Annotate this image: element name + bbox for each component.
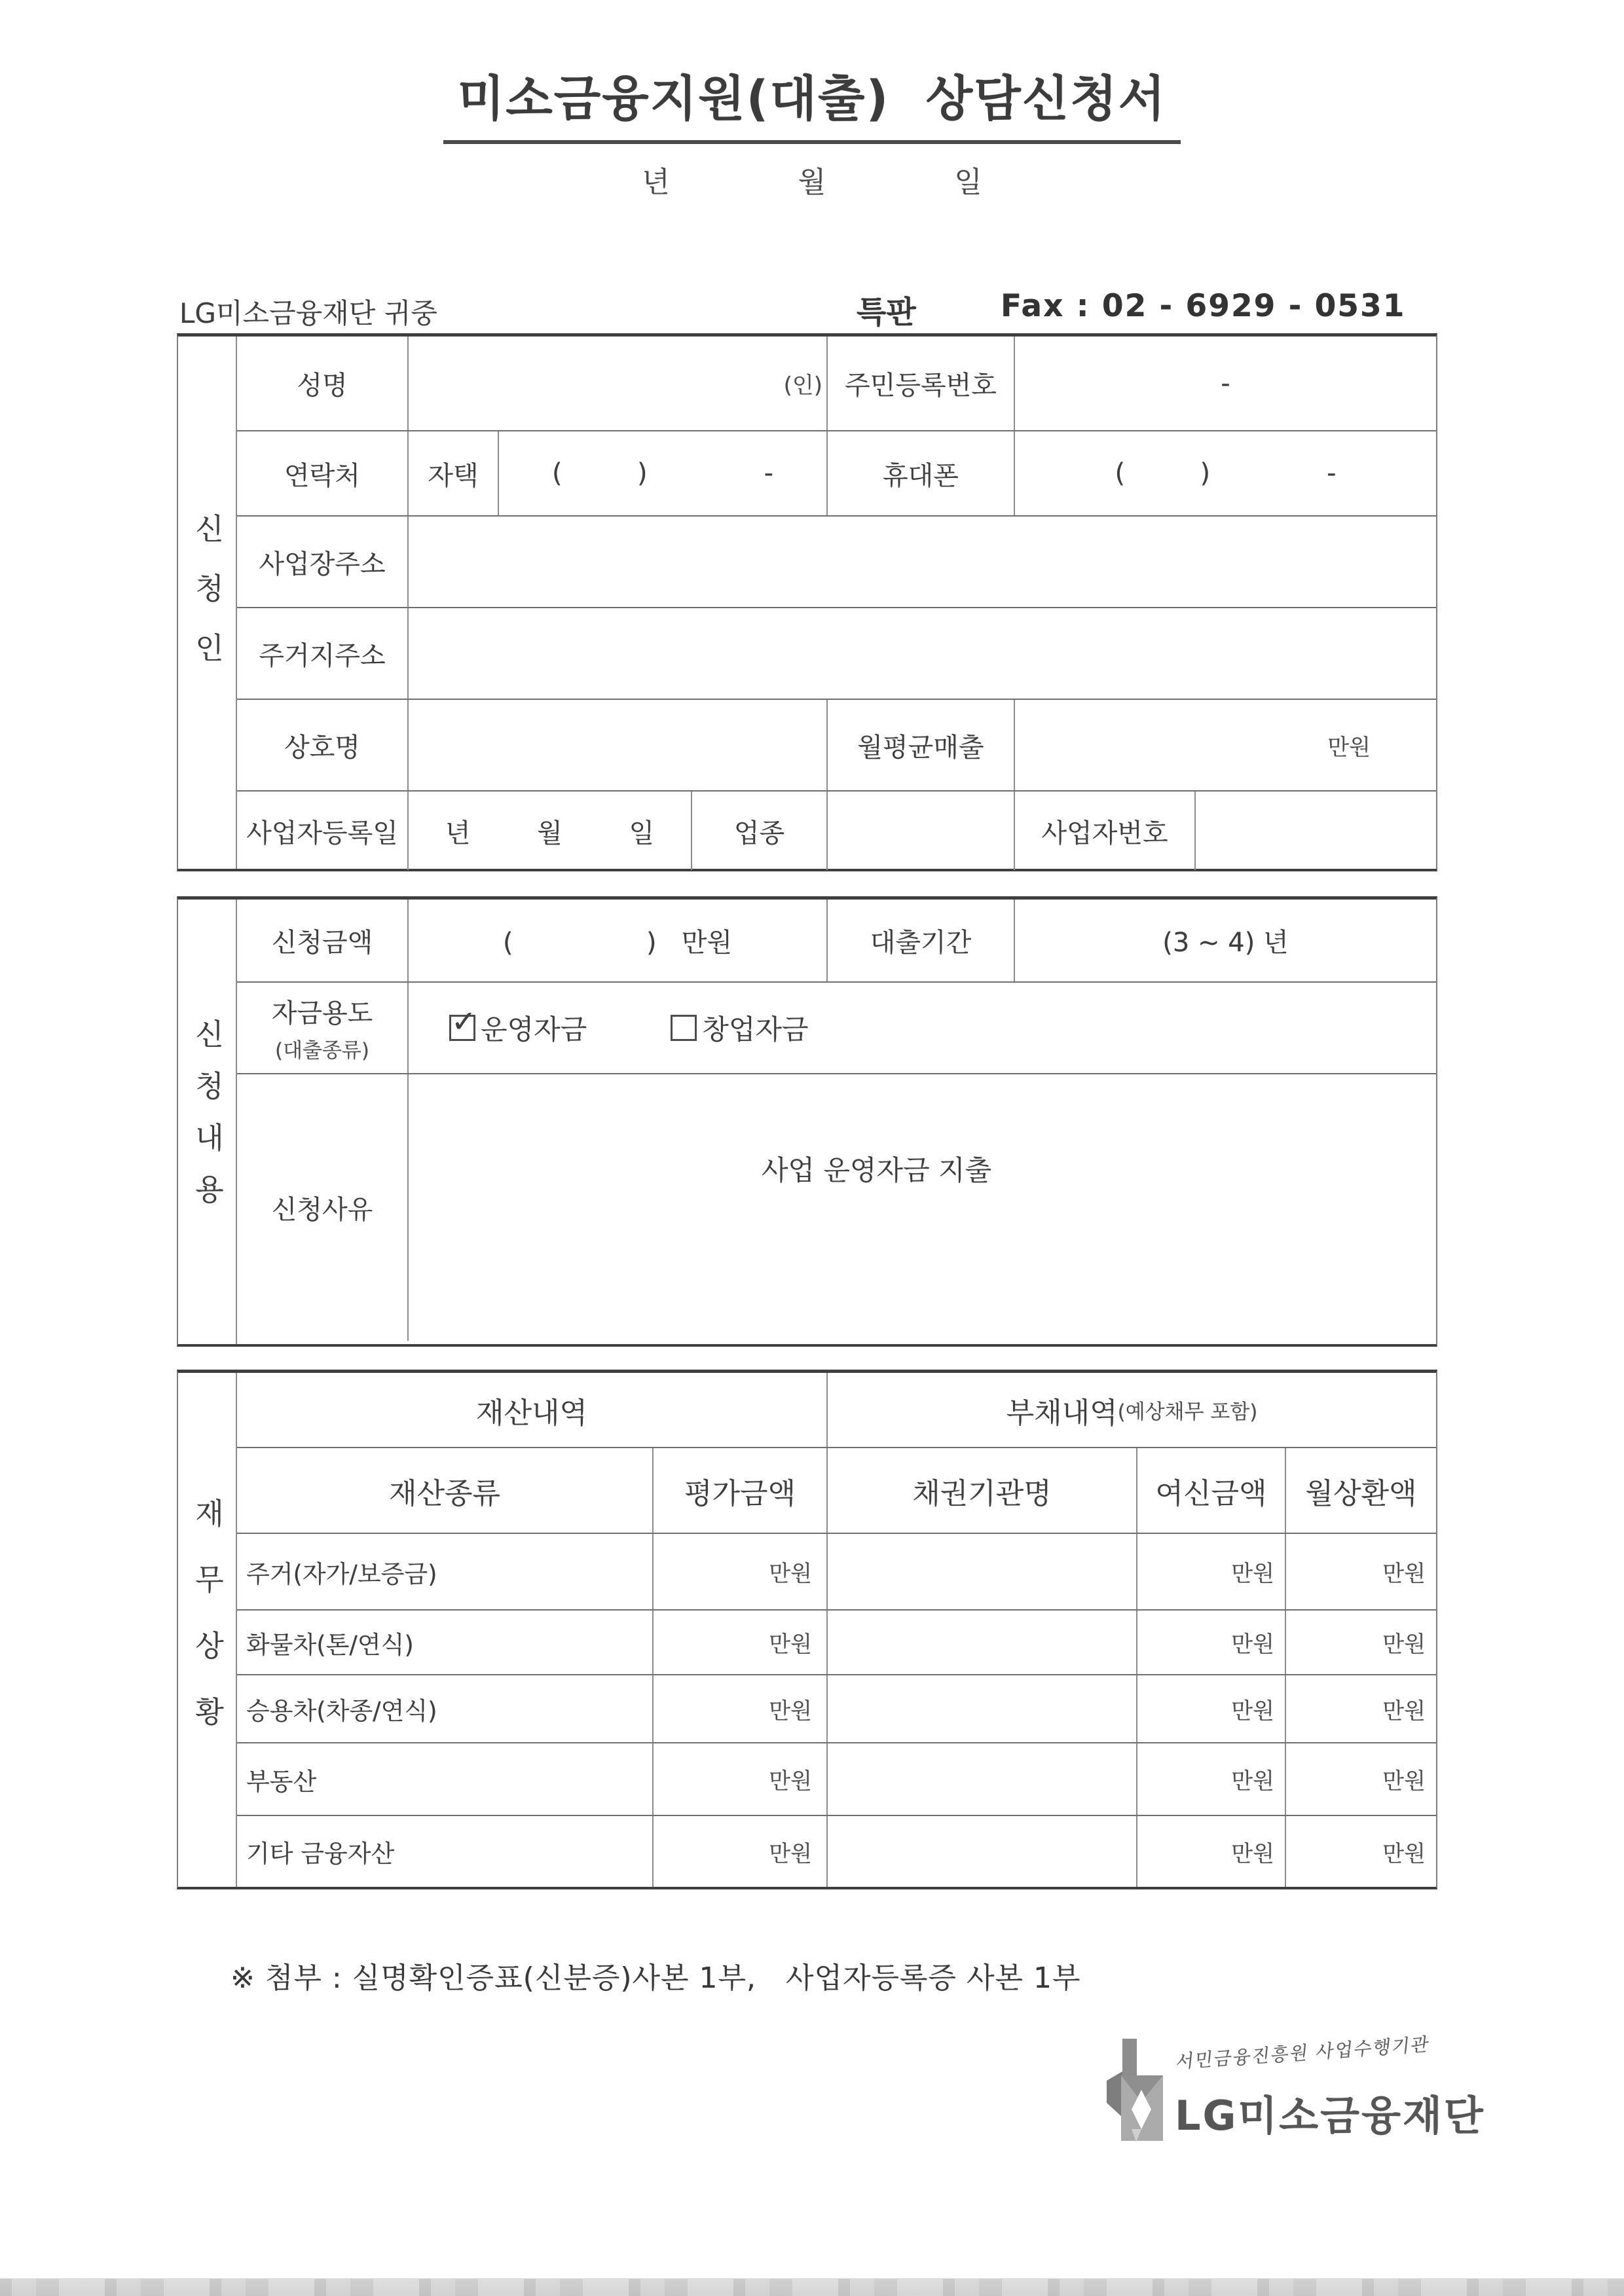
business-number-label: 사업자번호 [1015, 792, 1196, 870]
rrn-label: 주민등록번호 [828, 337, 1015, 430]
credit-amount-input-area: 만원 [1137, 1675, 1286, 1742]
home-phone-input-area: ( ) - [499, 431, 828, 515]
logo-tagline: 서민금융진흥원 사업수행기관 [1175, 2033, 1431, 2073]
monthly-payment-input-area: 만원 [1382, 1631, 1426, 1658]
reason-value: 사업 운영자금 지출 [761, 1154, 992, 1186]
creditor-input-area [828, 1675, 1137, 1742]
option-operating-label: 운영자금 [481, 1013, 587, 1046]
creditor-input-area [828, 1611, 1137, 1674]
residence-address-label: 주거지주소 [237, 608, 409, 699]
registration-date-input-area: 년 월 일 [409, 792, 692, 870]
row-store [237, 700, 1436, 792]
logo-name: LG미소금융재단 [1175, 2092, 1485, 2140]
finance-group-header-row [237, 1373, 1436, 1448]
asset-label: 화물차(톤/연식) [237, 1611, 654, 1674]
foundation-logo-mark-icon [1105, 2037, 1166, 2152]
col-creditor: 채권기관명 [828, 1448, 1137, 1533]
asset-label: 승용차(차종/연식) [237, 1675, 654, 1742]
debts-group-header: 부채내역 (예상채무 포함) [1006, 1396, 1258, 1430]
business-number-input-area [1196, 792, 1436, 870]
reason-label: 신청사유 [237, 1074, 409, 1341]
recipient-line: LG미소금융재단 귀중 [178, 292, 444, 340]
business-address-label: 사업장주소 [237, 517, 409, 607]
monthly-payment-input-area: 만원 [1382, 1561, 1426, 1587]
attachment-note: ※ 첨부 : 실명확인증표(신분증)사본 1부, 사업자등록증 사본 1부 [231, 1961, 1081, 1995]
request-section-label: 신청내용 [189, 1018, 225, 1226]
name-label: 성명 [237, 337, 409, 430]
col-credit-amount: 여신금액 [1137, 1448, 1286, 1533]
loan-term-label: 대출기간 [828, 900, 1015, 981]
asset-value-input-area: 만원 [654, 1534, 828, 1609]
store-name-label: 상호명 [237, 700, 409, 790]
finance-row-housing [237, 1534, 1436, 1611]
business-address-input-area [409, 517, 1436, 607]
finance-row-real-estate [237, 1743, 1436, 1816]
creditor-input-area [828, 1816, 1137, 1887]
foundation-logo [1105, 2033, 1485, 2152]
finance-table [177, 1370, 1437, 1889]
creditor-input-area [828, 1534, 1137, 1609]
mobile-input-area: ( ) - [1115, 458, 1337, 488]
reason-value-cell [409, 1074, 1436, 1341]
date-line [0, 158, 1624, 200]
row-purpose [237, 983, 1436, 1074]
page-title: 미소금융지원(대출) 상담신청서 [443, 60, 1181, 144]
asset-label: 주거(자가/보증금) [237, 1534, 654, 1609]
name-input-area [409, 337, 828, 430]
amount-input-area: ( ) 만원 [409, 900, 828, 981]
rrn-input-area: - [1221, 368, 1230, 399]
creditor-input-area [828, 1743, 1137, 1815]
scanner-edge-artifact [0, 2278, 1624, 2296]
date-month-label: 월 [798, 166, 826, 199]
row-reason [237, 1074, 1436, 1341]
option-startup-label: 창업자금 [702, 1013, 809, 1046]
row-name [237, 337, 1436, 431]
date-year-label: 년 [642, 166, 670, 199]
request-table [177, 896, 1437, 1347]
debts-group-header-sub: (예상채무 포함) [1117, 1400, 1258, 1424]
finance-column-header-row [237, 1448, 1436, 1534]
finance-section-cell [178, 1373, 237, 1887]
option-startup-funds [671, 1008, 808, 1048]
home-phone-label: 자택 [409, 431, 499, 515]
monthly-payment-input-area: 만원 [1382, 1698, 1426, 1724]
purpose-sublabel: (대출종류) [275, 1039, 369, 1063]
fax-number: Fax : 02 - 6929 - 0531 [1001, 288, 1406, 324]
mobile-label: 휴대폰 [828, 431, 1015, 515]
store-name-input-area [409, 700, 828, 790]
industry-label: 업종 [692, 792, 828, 870]
asset-value-input-area: 만원 [654, 1675, 828, 1742]
purpose-label-cell [237, 983, 409, 1073]
row-residence-address [237, 608, 1436, 700]
assets-group-header: 재산내역 [237, 1373, 828, 1447]
checkbox-checked-icon: ✓ [449, 1015, 475, 1041]
applicant-section-label: 신청인 [189, 513, 225, 692]
date-day-label: 일 [954, 166, 982, 199]
monthly-payment-input-area: 만원 [1382, 1768, 1426, 1795]
seal-mark: (인) [783, 373, 822, 399]
purpose-options-cell [409, 983, 1436, 1073]
row-contact [237, 431, 1436, 517]
applicant-table [177, 333, 1437, 871]
credit-amount-input-area: 만원 [1137, 1743, 1286, 1815]
col-asset-type: 재산종류 [237, 1448, 654, 1533]
asset-value-input-area: 만원 [654, 1611, 828, 1674]
finance-section-label: 재무상황 [189, 1497, 225, 1762]
purpose-label: 자금용도 [271, 998, 373, 1029]
credit-amount-input-area: 만원 [1137, 1816, 1286, 1887]
checkbox-unchecked-icon [671, 1015, 697, 1041]
request-section-cell [178, 900, 237, 1344]
option-operating-funds [449, 1004, 587, 1048]
title-block [0, 60, 1624, 144]
finance-row-truck [237, 1611, 1436, 1675]
asset-value-input-area: 만원 [654, 1743, 828, 1815]
credit-amount-input-area: 만원 [1137, 1611, 1286, 1674]
industry-input-area [828, 792, 1015, 870]
asset-label: 부동산 [237, 1743, 654, 1815]
asset-value-input-area: 만원 [654, 1816, 828, 1887]
asset-label: 기타 금융자산 [237, 1816, 654, 1887]
applicant-section-cell [178, 337, 237, 869]
contact-label: 연락처 [237, 431, 409, 515]
row-amount [237, 900, 1436, 983]
residence-address-input-area [409, 608, 1436, 699]
row-registration [237, 792, 1436, 870]
registration-date-label: 사업자등록일 [237, 792, 409, 870]
monthly-sales-input-area: 만원 [1327, 734, 1371, 761]
monthly-sales-label: 월평균매출 [828, 700, 1015, 790]
col-monthly-payment: 월상환액 [1305, 1476, 1417, 1510]
col-asset-value: 평가금액 [654, 1448, 828, 1533]
finance-row-other-assets [237, 1816, 1436, 1887]
monthly-payment-input-area: 만원 [1382, 1840, 1426, 1867]
finance-row-car [237, 1675, 1436, 1743]
loan-term-value: (3 ~ 4) 년 [1162, 928, 1289, 958]
row-business-address [237, 517, 1436, 608]
special-sale-label: 특판 [857, 295, 916, 331]
amount-label: 신청금액 [237, 900, 409, 981]
credit-amount-input-area: 만원 [1137, 1534, 1286, 1609]
